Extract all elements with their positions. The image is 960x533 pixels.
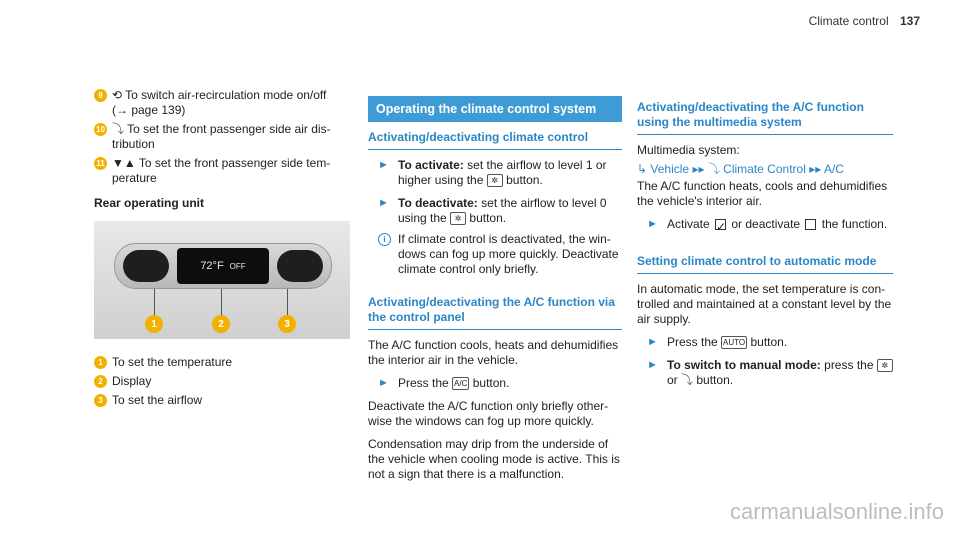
info-icon: i [378, 233, 391, 246]
paragraph: The A/C function cools, heats and dehumidifies the interior air in the vehicle. [368, 338, 619, 367]
legend-text: To set the airflow [112, 393, 203, 407]
step-arrow-icon: ► [647, 359, 658, 371]
auto-key-icon: AUTO [723, 338, 746, 348]
step-label: To activate: [398, 158, 464, 172]
step-text: set the airflow to level 0 using the [398, 196, 607, 225]
step-text: button. [472, 376, 510, 390]
legend-badge: 3 [94, 394, 107, 407]
legend-item [94, 393, 350, 408]
callout-3: 3 [278, 315, 296, 333]
legend-badge: 1 [94, 356, 107, 369]
path-separator-icon: ▸▸ [692, 162, 708, 176]
step-text: the function. [821, 217, 888, 231]
step-text: Press the [667, 335, 718, 349]
item-text: To set the front passenger side tem-perature [112, 156, 331, 185]
display-mode: OFF [229, 261, 246, 271]
step-text: button. [696, 373, 734, 387]
up-down-icon: ▼▲ [112, 156, 139, 170]
fan-icon: ✲ [877, 359, 893, 372]
instruction-step [368, 376, 622, 391]
airflow-control [277, 250, 323, 282]
item-text: To set the front passenger side air dis-tribution [112, 122, 331, 151]
paragraph: Condensation may drip from the underside of the vehicle when cooling mode is active. This is not a sign that there is a malfunction. [368, 437, 620, 481]
callout-1: 1 [145, 315, 163, 333]
step-text: press the [824, 358, 874, 372]
rear-unit-figure [94, 221, 350, 339]
list-item [94, 156, 350, 186]
panel-display [177, 248, 269, 284]
fan-icon: ✲ [487, 174, 503, 187]
instruction-step [368, 158, 622, 188]
info-note [368, 232, 622, 277]
callout-line [287, 289, 288, 317]
chapter-title: Climate control [808, 14, 889, 28]
step-arrow-icon: ► [378, 159, 389, 171]
rear-control-panel [114, 243, 332, 289]
subheading: Setting climate control to automatic mode [637, 254, 893, 274]
paragraph: In automatic mode, the set temperature is con-trolled and maintained at a constant level by the air supply. [637, 282, 892, 326]
step-text: button. [469, 211, 507, 225]
path-separator-icon: ▸▸ [809, 162, 824, 176]
multimedia-label: Multimedia system: [637, 143, 740, 157]
subheading: Activating/deactivating the A/C function using the multimedia system [637, 100, 893, 135]
paragraph: Deactivate the A/C function only briefly other-wise the windows can fog up more quickly. [368, 399, 609, 428]
path-vehicle[interactable]: Vehicle [650, 162, 690, 176]
column-1 [94, 88, 350, 412]
step-text: set the airflow to level 1 or higher using the [398, 158, 607, 187]
ac-key-icon: A/C [454, 379, 468, 389]
instruction-step [637, 335, 893, 350]
column-3 [637, 100, 893, 388]
callout-line [154, 289, 155, 317]
column-2 [368, 96, 622, 482]
step-label: To deactivate: [398, 196, 478, 210]
callout-line [221, 289, 222, 317]
path-ac[interactable]: A/C [823, 162, 844, 176]
watermark: carmanualsonline.info [729, 499, 944, 524]
item-badge: 10 [94, 123, 107, 136]
legend-text: To set the temperature [112, 355, 233, 369]
step-text: button. [506, 173, 543, 187]
subheading: Activating/deactivating the A/C function via the control panel [368, 295, 622, 330]
legend-item [94, 374, 350, 389]
unchecked-checkbox-icon [805, 219, 816, 230]
step-text: button. [750, 335, 788, 349]
display-temperature: 72°F [200, 260, 224, 272]
airflow-icon: ⤵ [112, 122, 128, 136]
step-text: Press the [398, 376, 449, 390]
path-climate-control[interactable]: Climate Control [723, 162, 806, 176]
page-number: 137 [899, 14, 920, 28]
recirculation-icon: ⟲ [112, 88, 126, 102]
checked-checkbox-icon: ✓ [716, 220, 727, 235]
step-text: Activate [667, 217, 710, 231]
step-arrow-icon: ► [378, 197, 389, 209]
step-label: To switch to manual mode: [667, 358, 821, 372]
rear-operating-heading: Rear operating unit [94, 196, 205, 210]
page-reference-link[interactable]: (→ page 139) [112, 103, 186, 117]
item-badge: 9 [94, 89, 107, 102]
legend-text: Display [112, 374, 152, 388]
instruction-step [637, 217, 893, 235]
callout-2: 2 [212, 315, 230, 333]
item-text: To switch air-recirculation mode on/off [125, 88, 327, 102]
figure-legend [94, 355, 350, 408]
page-header [809, 14, 920, 28]
item-badge: 11 [94, 157, 107, 170]
instruction-step [637, 358, 893, 388]
menu-path [637, 162, 893, 177]
list-item [94, 88, 350, 118]
airflow-icon: ⤵ [681, 373, 694, 387]
climate-icon: ⤵ [707, 162, 724, 176]
paragraph: The A/C function heats, cools and dehumidifies the vehicle's interior air. [637, 179, 888, 208]
step-arrow-icon: ► [647, 336, 658, 348]
step-text: or [667, 373, 678, 387]
legend-badge: 2 [94, 375, 107, 388]
info-text: If climate control is deactivated, the win-dows can fog up more quickly. Deactivate climate control only briefly. [398, 232, 619, 276]
step-arrow-icon: ► [647, 218, 658, 230]
instruction-step [368, 196, 622, 226]
fan-icon: ✲ [450, 212, 466, 225]
list-item [94, 122, 350, 152]
subheading: Activating/deactivating climate control [368, 130, 622, 150]
path-arrow-icon: ↳ [637, 162, 651, 176]
section-banner: Operating the climate control system [368, 96, 622, 122]
legend-item [94, 355, 350, 370]
step-arrow-icon: ► [378, 377, 389, 389]
temperature-control [123, 250, 169, 282]
step-text: or deactivate [731, 217, 801, 231]
